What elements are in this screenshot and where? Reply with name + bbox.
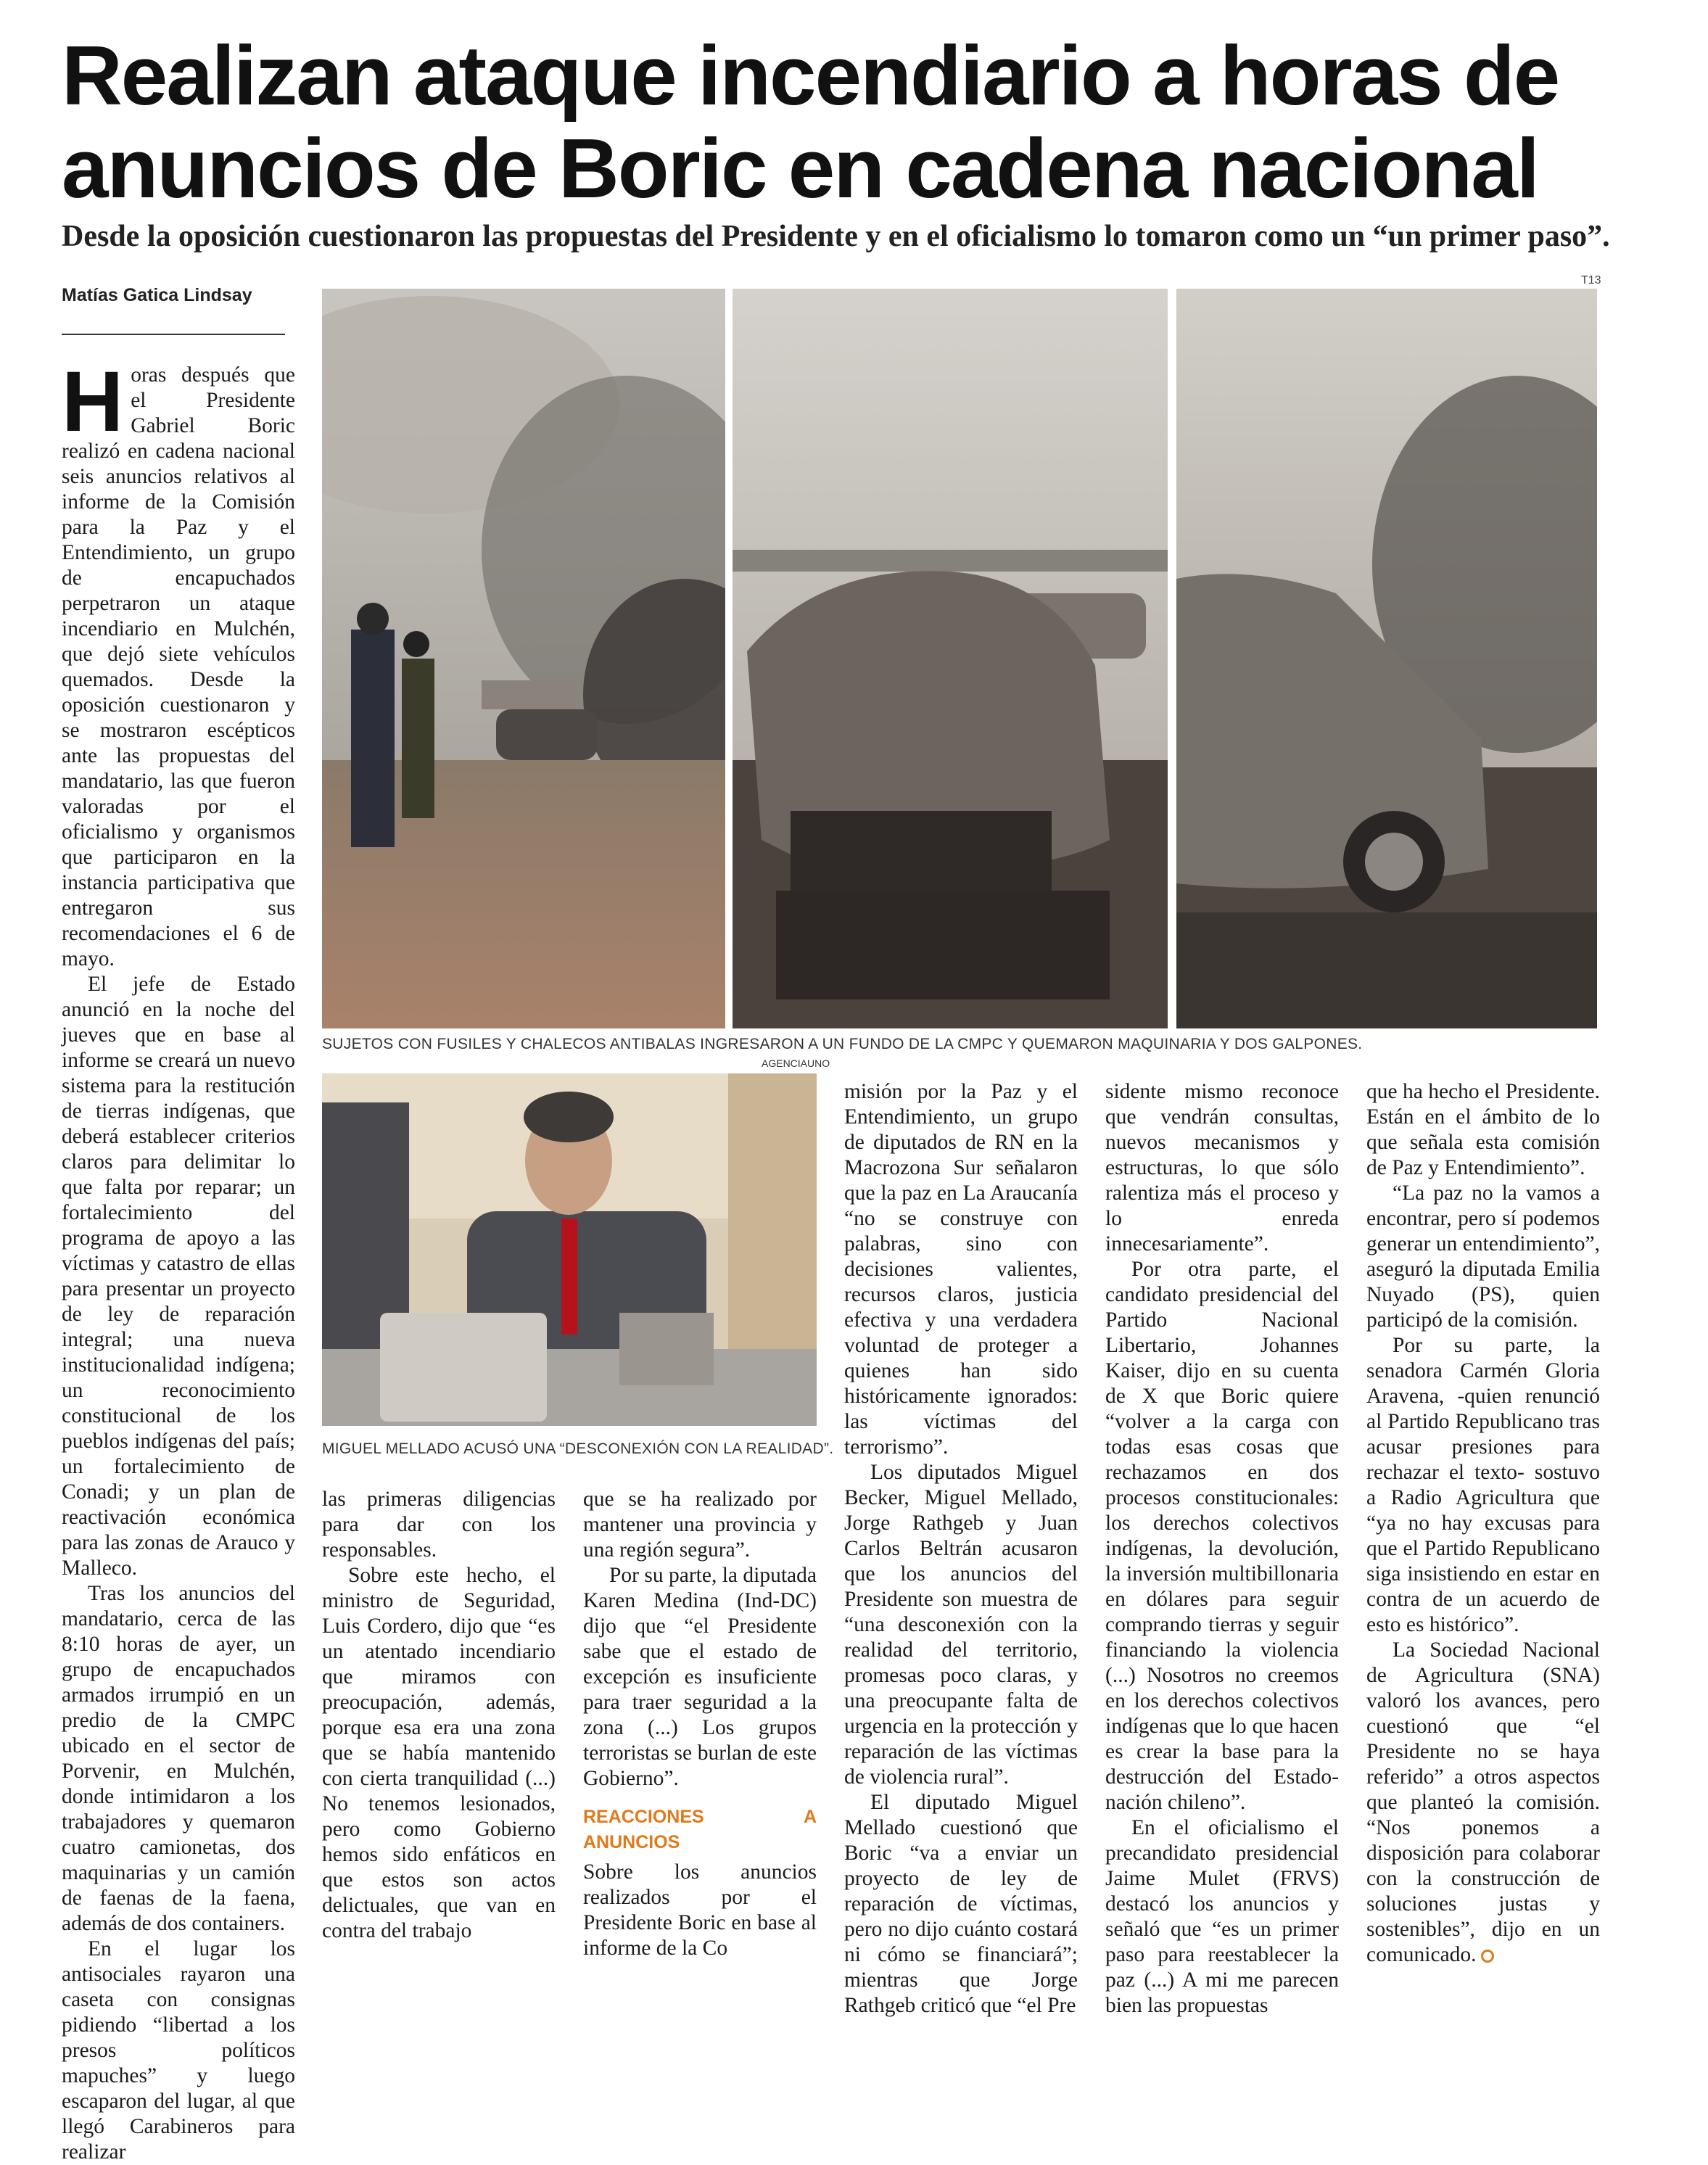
paragraph: Por su parte, la senadora Carmén Gloria Aravena, -quien renunció al Partido Republicano tras acusar presiones para rechazar el texto- sostuvo a Radio Agricultura que “ya no hay excusas para que el Partido Republicano siga insistiendo en estar en contra de un acuerdo de esto es histórico”. <box>1366 1334 1600 1636</box>
paragraph: Los diputados Miguel Becker, Miguel Mellado, Jorge Rathgeb y Juan Carlos Beltrán acusaron que los anuncios del Presidente son muestra de “una desconexión con la realidad del territorio, promesas poco claras, y una preocupante falta de urgencia en la protección y reparación de las víctimas de violencia rural”. <box>844 1461 1078 1789</box>
paragraph: El jefe de Estado anunció en la noche del jueves que en base al informe se creará un nuevo sistema para la restitución de tierras indígenas, que deberá establecer criterios claros para delimitar lo que falta por reparar; un fortalecimiento del programa de apoyo a las víctimas y catastro de ellas para presentar un proyecto de ley de reparación integral; una nueva institucionalidad indígena; un reconocimiento constitucional de los pueblos indígenas del país; un fortalecimiento de Conadi; y un plan de reactivación económica para las zonas de Arauco y Malleco. <box>62 973 295 1580</box>
photo-burned-truck-side <box>1176 289 1597 1028</box>
paragraph: Por otra parte, el candidato presidencial del Partido Nacional Libertario, Johannes Kaiser, dijo en su cuenta de X que Boric quiere “volver a la carga con todas esas cosas que rechazamos en dos procesos constitucionales: los derechos colectivos indígenas, la devolución, la inversión multibillonaria en dólares para seguir comprando tierras y seguir financiando la violencia (...) Nosotros no creemos en los derechos colectivos indígenas que lo que hacen es crear la base para la destrucción del Estado-nación chileno”. <box>1105 1258 1339 1814</box>
paragraph: las primeras diligencias para dar con los responsables. <box>322 1488 556 1562</box>
byline: Matías Gatica Lindsay <box>62 285 252 305</box>
paragraph: Sobre este hecho, el ministro de Seguridad, Luis Cordero, dijo que “es un atentado incendiario que miramos con preocupación, además, porque esa era una zona que se había mantenido con cierta tranquilidad (...) No tenemos lesionados, pero como Gobierno hemos sido enfáticos en que estos son actos delictuales, que van en contra del trabajo <box>322 1564 556 1942</box>
dropcap: H <box>62 354 124 450</box>
paragraph: El diputado Miguel Mellado cuestionó que Boric “va a enviar un proyecto de ley de reparación de víctimas, pero no dijo cuánto costará ni cómo se financiará”; mientras que Jorge Rathgeb criticó que “el Pre <box>844 1791 1078 2017</box>
paragraph: oras después que el Presidente Gabriel Boric realizó en cadena nacional seis anuncios relativos al informe de la Comisión para la Paz y el Entendimiento, un grupo de encapuchados perpetraron un ataque incendiario en Mulchén, que dejó siete vehículos quemados. Desde la oposición cuestionaron y se mostraron escépticos ante las propuestas del mandatario, las que fueron valoradas por el oficialismo y organismos que participaron en la instancia participativa que entregaron sus recomendaciones el 6 de mayo. <box>62 363 295 970</box>
article-column-1 <box>62 354 295 2165</box>
article-column-4 <box>844 1079 1078 2018</box>
photo-firefighters <box>322 289 725 1028</box>
page-reference: T13 <box>1581 274 1601 286</box>
bottom-photo-caption: MIGUEL MELLADO ACUSÓ UNA “DESCONEXIÓN CON LA REALIDAD”. <box>322 1440 834 1457</box>
subtitle: Desde la oposición cuestionaron las propuestas del Presidente y en el oficialismo lo tomaron como un “un primer paso”. <box>62 220 1610 253</box>
section-subhead: REACCIONES A ANUNCIOS <box>583 1807 817 1852</box>
top-photo-caption: SUJETOS CON FUSILES Y CHALECOS ANTIBALAS INGRESARON A UN FUNDO DE LA CMPC Y QUEMARON MAQUINARIA Y DOS GALPONES. <box>322 1036 1363 1052</box>
paragraph: Sobre los anuncios realizados por el Presidente Boric en base al informe de la Co <box>583 1860 817 1960</box>
paragraph: Tras los anuncios del mandatario, cerca de las 8:10 horas de ayer, un grupo de encapuchados armados irrumpió en un predio de la CMPC ubicado en el sector de Porvenir, en Mulchén, donde intimidaron a los trabajadores y quemaron cuatro camionetas, dos maquinarias y un camión de faenas de la faena, además de dos containers. <box>62 1582 295 1935</box>
paragraph: sidente mismo reconoce que vendrán consultas, nuevos mecanismos y estructuras, lo que sólo ralentiza más el proceso y lo enreda innecesariamente”. <box>1105 1080 1339 1255</box>
paragraph: que se ha realizado por mantener una provincia y una región segura”. <box>583 1488 817 1562</box>
paragraph: En el lugar los antisociales rayaron una caseta con consignas pidiendo “libertad a los presos políticos mapuches” y luego escaparon del lugar, al que llegó Carabineros para realizar <box>62 1937 295 2164</box>
article-column-6 <box>1366 1079 1600 1968</box>
article-column-3 <box>583 1487 817 1961</box>
paragraph: En el oficialismo el precandidato presidencial Jaime Mulet (FRVS) destacó los anuncios y señaló que “es un primer paso para reestablecer la paz (...) A mi me parecen bien las propuestas <box>1105 1816 1339 2017</box>
article-column-5 <box>1105 1079 1339 2018</box>
paragraph: que ha hecho el Presidente. Están en el ámbito de lo que señala esta comisión de Paz y Entendimiento”. <box>1366 1080 1600 1179</box>
end-mark-icon <box>1481 1950 1494 1963</box>
paragraph: misión por la Paz y el Entendimiento, un grupo de diputados de RN en la Macrozona Sur señalaron que la paz en La Araucanía “no se construye con palabras, sino con decisiones valientes, recursos claros, justicia efectiva y una verdadera voluntad de proteger a quienes han sido históricamente ignorados: las víctimas del terrorismo”. <box>844 1080 1078 1459</box>
byline-divider <box>62 334 285 335</box>
article-column-2 <box>322 1487 556 1944</box>
photo-miguel-mellado <box>322 1073 817 1426</box>
paragraph: “La paz no la vamos a encontrar, pero sí podemos generar un entendimiento”, aseguró la diputada Emilia Nuyado (PS), quien participó de la comisión. <box>1366 1182 1600 1332</box>
paragraph: Por su parte, la diputada Karen Medina (Ind-DC) dijo que “el Presidente sabe que el estado de excepción es insuficiente para traer seguridad a la zona (...) Los grupos terroristas se burlan de este Gobierno”. <box>583 1564 817 1790</box>
headline: Realizan ataque incendiario a horas de anuncios de Boric en cadena nacional <box>62 28 1559 215</box>
top-photo-credit: AGENCIAUNO <box>762 1057 830 1069</box>
paragraph <box>1366 1638 1600 1968</box>
photo-burned-truck-front <box>733 289 1168 1028</box>
paragraph-text: La Sociedad Nacional de Agricultura (SNA) valoró los avances, pero cuestionó que “el Presidente no se haya referido” a otros aspectos que planteó la comisión. “Nos ponemos a disposición para colaborar con la construcción de soluciones justas y sostenibles”, dijo en un comunicado. <box>1366 1638 1600 1966</box>
